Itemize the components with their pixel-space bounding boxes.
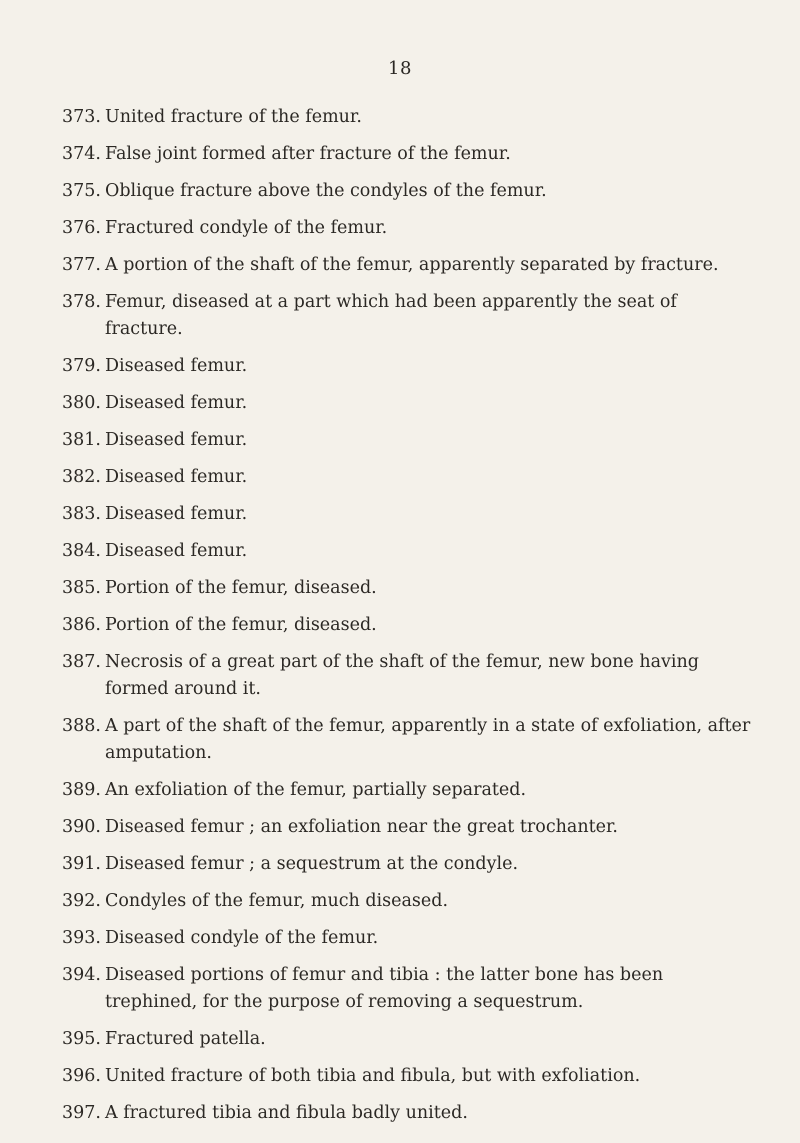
entry-number: 389. <box>62 780 101 800</box>
catalogue-entry <box>62 252 752 279</box>
entry-description: Necrosis of a great part of the shaft of the femur, new bone having formed around it. <box>105 652 699 699</box>
catalogue-entry <box>62 1026 752 1053</box>
entry-number: 395. <box>62 1029 101 1049</box>
catalogue-entry <box>62 777 752 804</box>
entry-number: 388. <box>62 716 101 736</box>
entry-description: Diseased portions of femur and tibia : the latter bone has been trephined, for the purpose of removing a sequestrum. <box>105 965 664 1012</box>
entry-number: 391. <box>62 854 101 874</box>
entry-number: 384. <box>62 541 101 561</box>
entry-description: A part of the shaft of the femur, apparently in a state of exfoliation, after amputation. <box>105 716 751 763</box>
catalogue-entry <box>62 851 752 878</box>
catalogue-entry <box>62 178 752 205</box>
entry-number: 381. <box>62 430 101 450</box>
page-number: 18 <box>388 58 412 79</box>
entry-number: 376. <box>62 218 101 238</box>
entry-description: United fracture of the femur. <box>105 107 362 127</box>
entry-number: 379. <box>62 356 101 376</box>
catalogue-entry <box>62 464 752 491</box>
catalogue-entry <box>62 888 752 915</box>
entry-description: Portion of the femur, diseased. <box>105 615 377 635</box>
entry-number: 392. <box>62 891 101 911</box>
catalogue-entry <box>62 814 752 841</box>
entry-description: False joint formed after fracture of the femur. <box>105 144 511 164</box>
catalogue-entry <box>62 215 752 242</box>
entry-number: 382. <box>62 467 101 487</box>
entry-number: 394. <box>62 965 101 985</box>
entry-description: Diseased femur. <box>105 430 248 450</box>
catalogue-entry <box>62 962 752 1016</box>
entry-description: A portion of the shaft of the femur, apparently separated by fracture. <box>105 255 719 275</box>
catalogue-entry-list <box>62 104 752 1137</box>
entry-description: Femur, diseased at a part which had been apparently the seat of fracture. <box>105 292 677 339</box>
catalogue-entry <box>62 289 752 343</box>
entry-number: 383. <box>62 504 101 524</box>
entry-number: 380. <box>62 393 101 413</box>
catalogue-entry <box>62 427 752 454</box>
catalogue-entry <box>62 649 752 703</box>
catalogue-entry <box>62 353 752 380</box>
entry-description: Condyles of the femur, much diseased. <box>105 891 449 911</box>
entry-description: Diseased femur. <box>105 467 248 487</box>
entry-description: An exfoliation of the femur, partially separated. <box>105 780 527 800</box>
entry-number: 377. <box>62 255 101 275</box>
entry-description: Fractured condyle of the femur. <box>105 218 388 238</box>
catalogue-entry <box>62 713 752 767</box>
entry-description: Diseased femur. <box>105 393 248 413</box>
catalogue-entry <box>62 612 752 639</box>
entry-description: United fracture of both tibia and fibula, but with exfoliation. <box>105 1066 641 1086</box>
entry-number: 397. <box>62 1103 101 1123</box>
entry-number: 385. <box>62 578 101 598</box>
entry-number: 387. <box>62 652 101 672</box>
catalogue-entry <box>62 538 752 565</box>
catalogue-entry <box>62 575 752 602</box>
entry-number: 386. <box>62 615 101 635</box>
entry-description: Diseased femur. <box>105 504 248 524</box>
entry-description: Diseased femur ; a sequestrum at the condyle. <box>105 854 519 874</box>
entry-description: Fractured patella. <box>105 1029 266 1049</box>
entry-description: Diseased condyle of the femur. <box>105 928 379 948</box>
entry-description: Portion of the femur, diseased. <box>105 578 377 598</box>
catalogue-entry <box>62 104 752 131</box>
catalogue-entry <box>62 141 752 168</box>
catalogue-entry <box>62 1100 752 1127</box>
entry-number: 390. <box>62 817 101 837</box>
entry-description: A fractured tibia and fibula badly united. <box>105 1103 468 1123</box>
catalogue-entry <box>62 925 752 952</box>
entry-number: 393. <box>62 928 101 948</box>
catalogue-entry <box>62 390 752 417</box>
entry-number: 378. <box>62 292 101 312</box>
entry-description: Diseased femur ; an exfoliation near the great trochanter. <box>105 817 618 837</box>
entry-description: Oblique fracture above the condyles of the femur. <box>105 181 547 201</box>
entry-number: 396. <box>62 1066 101 1086</box>
catalogue-entry <box>62 1063 752 1090</box>
entry-number: 375. <box>62 181 101 201</box>
entry-number: 373. <box>62 107 101 127</box>
entry-description: Diseased femur. <box>105 541 248 561</box>
catalogue-entry <box>62 501 752 528</box>
entry-number: 374. <box>62 144 101 164</box>
entry-description: Diseased femur. <box>105 356 248 376</box>
